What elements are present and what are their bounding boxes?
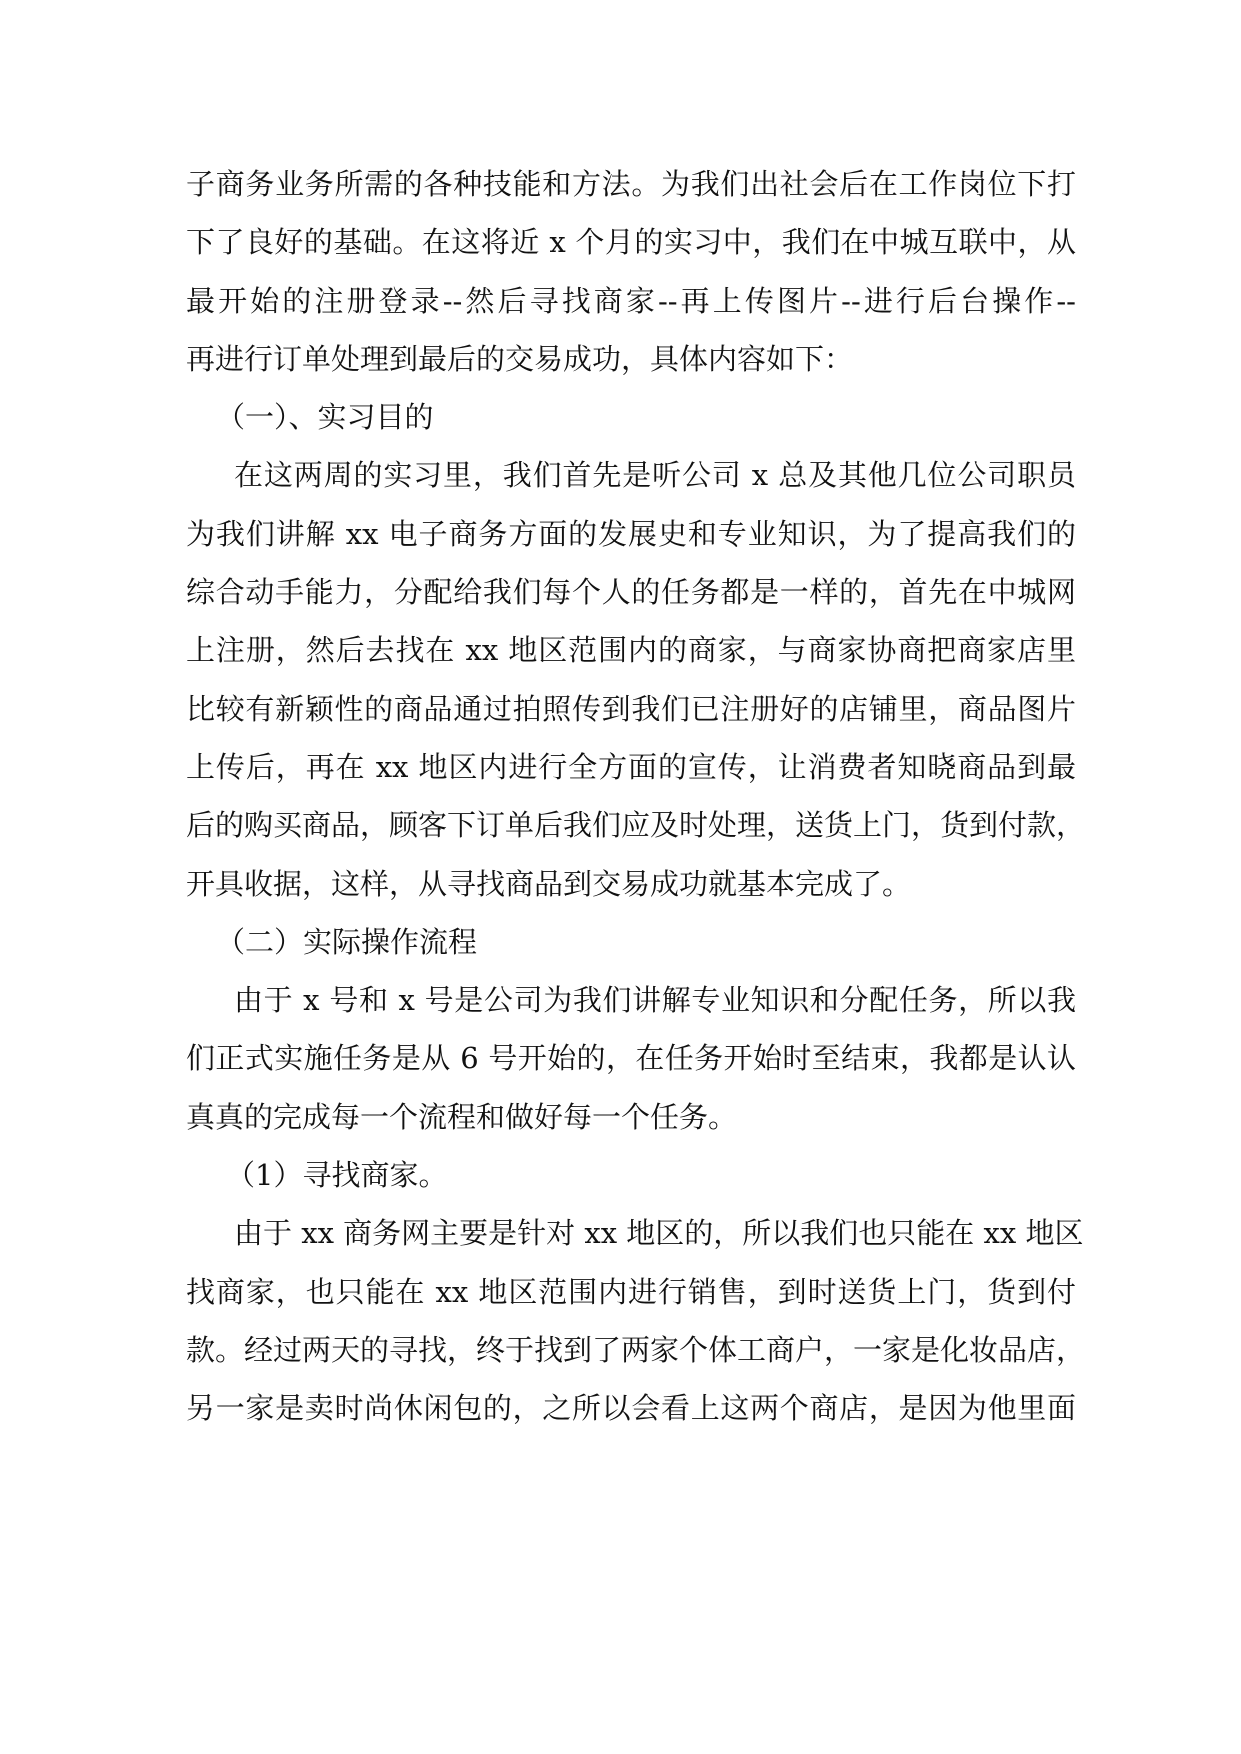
text-line: 真真的完成每一个流程和做好每一个任务。 xyxy=(186,1099,738,1134)
subsection-heading: （1）寻找商家。 xyxy=(226,1158,448,1193)
text-line: 们正式实施任务是从 6 号开始的，在任务开始时至结束，我都是认认 xyxy=(186,1041,1076,1076)
text-line: 综合动手能力，分配给我们每个人的任务都是一样的，首先在中城网 xyxy=(186,575,1076,610)
text-line: 为我们讲解 xx 电子商务方面的发展史和专业知识，为了提高我们的 xyxy=(186,516,1076,551)
text-line: 子商务业务所需的各种技能和方法。为我们出社会后在工作岗位下打 xyxy=(186,167,1076,201)
text-line: 另一家是卖时尚休闲包的，之所以会看上这两个商店，是因为他里面 xyxy=(186,1391,1076,1426)
text-line: 上注册，然后去找在 xx 地区范围内的商家，与商家协商把商家店里 xyxy=(186,633,1076,668)
paragraph-first-line: 由于 xx 商务网主要是针对 xx 地区的，所以我们也只能在 xx 地区 xyxy=(234,1216,1084,1251)
text-line: 再进行订单处理到最后的交易成功，具体内容如下： xyxy=(186,341,854,376)
section-heading: （二）实际操作流程 xyxy=(216,924,478,959)
text-line: 下了良好的基础。在这将近 x 个月的实习中，我们在中城互联中，从 xyxy=(186,225,1076,260)
section-heading: （一）、实习目的 xyxy=(216,400,434,435)
text-line: 后的购买商品，顾客下订单后我们应及时处理，送货上门，货到付款， xyxy=(186,808,1086,843)
paragraph-first-line: 在这两周的实习里，我们首先是听公司 x 总及其他几位公司职员 xyxy=(234,458,1076,493)
text-line: 比较有新颖性的商品通过拍照传到我们已注册好的店铺里，商品图片 xyxy=(186,691,1076,726)
text-line: 开具收据，这样，从寻找商品到交易成功就基本完成了。 xyxy=(186,866,912,901)
text-line: 找商家，也只能在 xx 地区范围内进行销售，到时送货上门，货到付 xyxy=(186,1274,1076,1309)
paragraph-first-line: 由于 x 号和 x 号是公司为我们讲解专业知识和分配任务，所以我 xyxy=(234,983,1076,1018)
text-line: 上传后，再在 xx 地区内进行全方面的宣传，让消费者知晓商品到最 xyxy=(186,749,1076,784)
text-line: 最开始的注册登录--然后寻找商家--再上传图片--进行后台操作-- xyxy=(186,283,1076,318)
text-line: 款。经过两天的寻找，终于找到了两家个体工商户，一家是化妆品店， xyxy=(186,1332,1086,1367)
document-body xyxy=(186,155,1086,1438)
